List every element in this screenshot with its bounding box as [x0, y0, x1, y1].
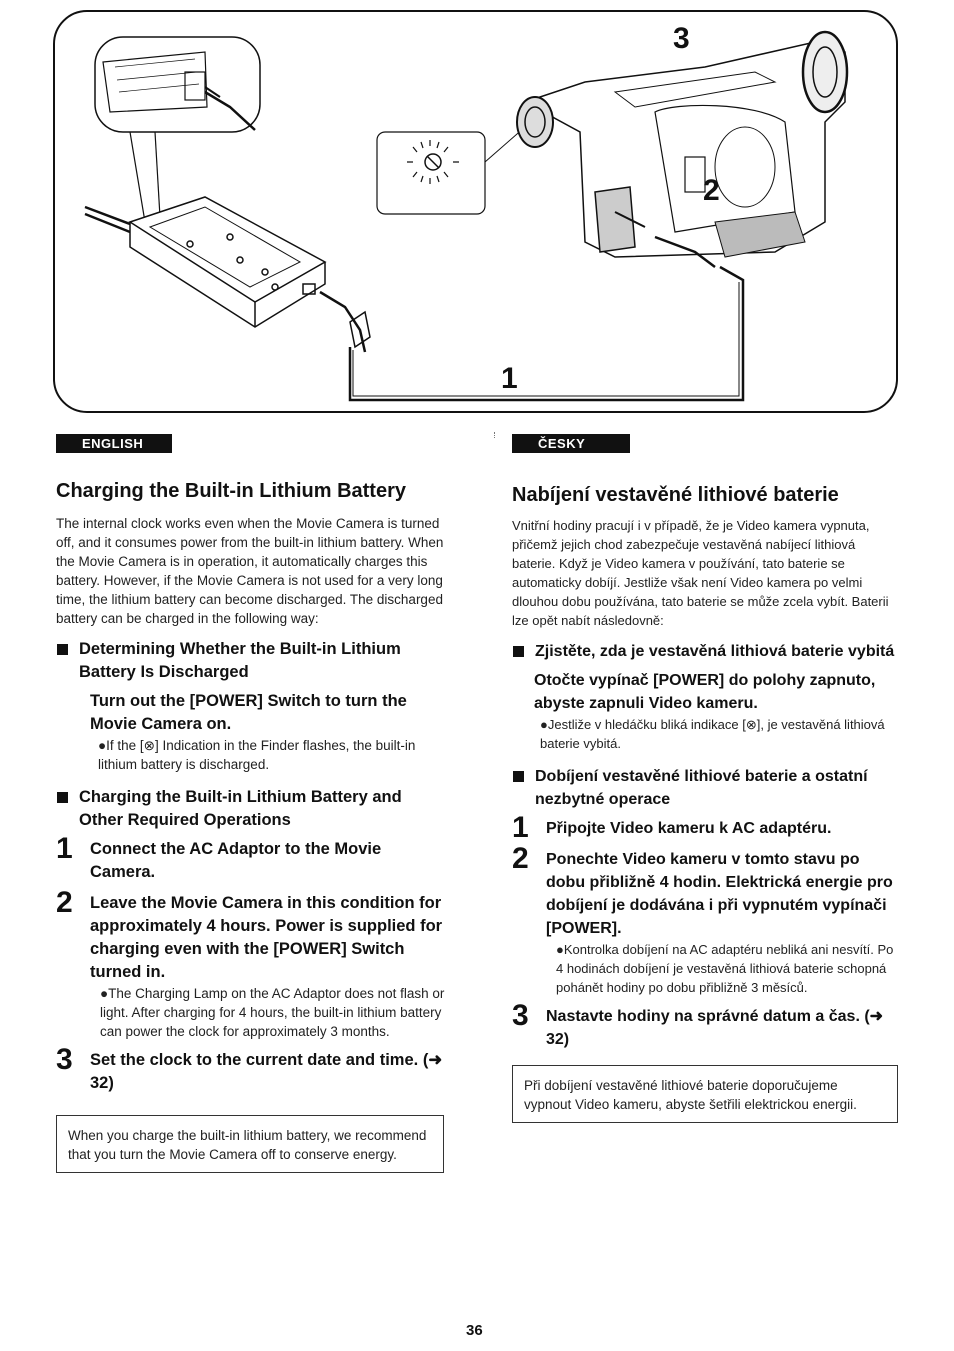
step-note: ●The Charging Lamp on the AC Adaptor does not flash or light. After charging for 4 hours, the built-in lithium battery can power the clock for approximately 3 months.: [100, 986, 445, 1039]
step-text: Připojte Video kameru k AC adaptéru.: [546, 820, 832, 837]
step-text: Set the clock to the current date and time. (➜ 32): [90, 1051, 443, 1092]
language-tab-czech: ČESKY: [512, 434, 630, 453]
language-tab-english: ENGLISH: [56, 434, 172, 453]
step-3: [512, 999, 898, 1051]
callout-1: 1: [501, 362, 518, 395]
instruction-heading: Otočte vypínač [POWER] do polohy zapnuto, abyste zapnuli Video kameru.: [534, 672, 876, 712]
illustration-frame: [53, 10, 898, 413]
instruction-heading: Turn out the [POWER] Switch to turn the Movie Camera on.: [90, 692, 407, 733]
english-column: [56, 434, 448, 1173]
step-3: [56, 1043, 448, 1095]
camera-adaptor-drawing: [55, 12, 898, 413]
intro-paragraph: Vnitřní hodiny pracují i v případě, že je Video kamera vypnuta, přičemž jejich chod zabezpečuje vestavěná nabíjecí lithiová baterie. Když je Video kamera v používání, tato baterie se automaticky dobíjí. Jestliže však není Video kamera po velmi dlouhou dobu používána, tato baterie se může zcela vybít. Baterii lze opět nabít následovně:: [512, 518, 889, 628]
plug-detail-inset: [95, 37, 260, 222]
ac-adaptor: [85, 197, 370, 352]
bullet-square-icon: [57, 792, 68, 803]
subsection-heading: [56, 786, 448, 832]
step-text: Ponechte Video kameru v tomto stavu po dobu přibližně 4 hodin. Elektrická energie pro dobíjení je dodávána i při vypnutém vypínači [POWER].: [546, 851, 893, 937]
instruction-note: ●Jestliže v hledáčku bliká indikace [⊗], je vestavěná lithiová baterie vybitá.: [540, 717, 885, 751]
step-text: Leave the Movie Camera in this condition for approximately 4 hours. Power is supplied for charging even with the [POWER] Switch turned in.: [90, 894, 443, 981]
bullet-square-icon: [513, 771, 524, 782]
step-number: 2: [56, 886, 73, 919]
czech-column: [512, 434, 898, 1123]
subsection-heading-text: Determining Whether the Built-in Lithium Battery Is Discharged: [79, 640, 401, 681]
page-number: 36: [466, 1322, 483, 1339]
step-1: [512, 811, 898, 844]
dc-cable: [350, 267, 743, 400]
intro-paragraph: The internal clock works even when the Movie Camera is turned off, and it consumes power from the built-in lithium battery. When the Movie Camera is in operation, it automatically charges this battery. However, if the Movie Camera is not used for a very long time, the lithium battery can become discharged. The discharged battery can be charged in the following way:: [56, 516, 444, 626]
section-title: Nabíjení vestavěné lithiové baterie: [512, 484, 839, 506]
column-separator: [494, 432, 496, 438]
energy-tip-box: When you charge the built-in lithium battery, we recommend that you turn the Movie Camera off to conserve energy.: [56, 1115, 444, 1173]
instruction-note: ●If the [⊗] Indication in the Finder flashes, the built-in lithium battery is discharged.: [98, 738, 416, 772]
step-number: 3: [512, 999, 529, 1032]
subsection-heading-text: Charging the Built-in Lithium Battery and Other Required Operations: [79, 788, 402, 829]
callout-3: 3: [673, 22, 690, 55]
step-2: [512, 842, 898, 997]
step-text: Nastavte hodiny na správné datum a čas. (➜ 32): [546, 1008, 884, 1048]
bullet-square-icon: [513, 646, 524, 657]
step-note: ●Kontrolka dobíjení na AC adaptéru nebliká ani nesvítí. Po 4 hodinách dobíjení je vestavěná lithiová baterie schopná pohánět hodiny po dobu přibližně 3 měsíců.: [556, 942, 894, 995]
step-1: [56, 832, 448, 884]
step-number: 2: [512, 842, 529, 875]
step-2: [56, 886, 448, 1041]
section-title: Charging the Built-in Lithium Battery: [56, 480, 406, 502]
step-number: 3: [56, 1043, 73, 1076]
subsection-heading-text: Zjistěte, zda je vestavěná lithiová baterie vybitá: [535, 643, 895, 660]
bullet-square-icon: [57, 644, 68, 655]
callout-2: 2: [703, 174, 720, 207]
subsection-heading: [56, 638, 448, 684]
step-number: 1: [512, 811, 529, 844]
subsection-heading-text: Dobíjení vestavěné lithiové baterie a ostatní nezbytné operace: [535, 768, 868, 808]
subsection-heading: [512, 640, 898, 663]
step-text: Connect the AC Adaptor to the Movie Camera.: [90, 840, 382, 881]
energy-tip-box: Při dobíjení vestavěné lithiové baterie doporučujeme vypnout Video kameru, abyste šetřili elektrickou energii.: [512, 1065, 898, 1123]
step-number: 1: [56, 832, 73, 865]
finder-indicator-bubble: [377, 127, 525, 214]
movie-camera: [517, 32, 847, 267]
subsection-heading: [512, 765, 898, 811]
